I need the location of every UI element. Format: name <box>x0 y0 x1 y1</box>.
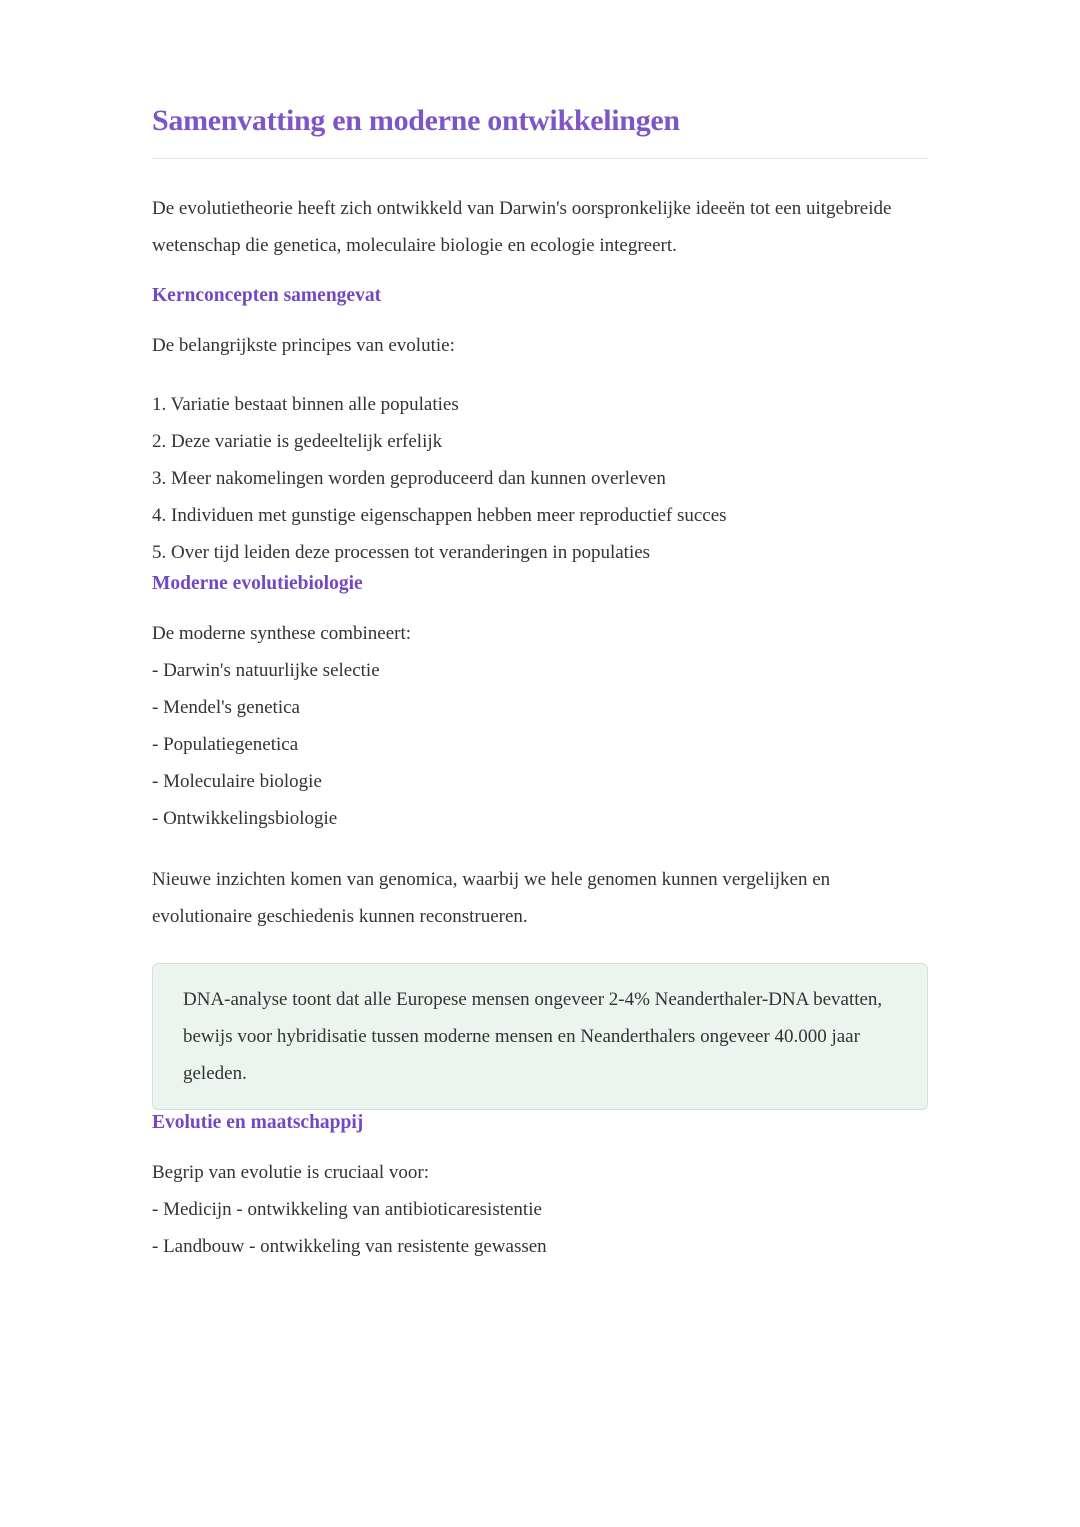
page-title: Samenvatting en moderne ontwikkelingen <box>152 104 680 137</box>
list-item: - Landbouw - ontwikkeling van resistente gewassen <box>152 1236 547 1257</box>
list-item: 4. Individuen met gunstige eigenschappen hebben meer reproductief succes <box>152 505 727 526</box>
list-item: - Darwin's natuurlijke selectie <box>152 660 380 681</box>
section-heading-moderne-evolutiebiologie: Moderne evolutiebiologie <box>152 573 363 594</box>
list-item: - Populatiegenetica <box>152 734 299 755</box>
section-lead: Begrip van evolutie is cruciaal voor: <box>152 1162 429 1183</box>
dash-list-block <box>152 615 928 837</box>
list-item: - Moleculaire biologie <box>152 771 322 792</box>
dash-list-block <box>152 1154 928 1265</box>
list-item: - Medicijn - ontwikkeling van antibioticaresistentie <box>152 1199 542 1220</box>
body-paragraph-genomica: Nieuwe inzichten komen van genomica, waarbij we hele genomen kunnen vergelijken en evolutionaire geschiedenis kunnen reconstrueren. <box>152 869 831 927</box>
callout-text: DNA-analyse toont dat alle Europese mensen ongeveer 2-4% Neanderthaler-DNA bevatten, bewijs voor hybridisatie tussen moderne mensen en Neanderthalers ongeveer 40.000 jaar geleden. <box>183 989 883 1084</box>
list-item: 2. Deze variatie is gedeeltelijk erfelijk <box>152 431 443 452</box>
section-heading-evolutie-en-maatschappij: Evolutie en maatschappij <box>152 1112 364 1133</box>
section-lead: De moderne synthese combineert: <box>152 623 412 644</box>
intro-paragraph: De evolutietheorie heeft zich ontwikkeld van Darwin's oorspronkelijke ideeën tot een uitgebreide wetenschap die genetica, moleculaire biologie en ecologie integreert. <box>152 198 892 256</box>
list-item: - Ontwikkelingsbiologie <box>152 808 338 829</box>
document-page <box>152 0 928 1265</box>
list-item: - Mendel's genetica <box>152 697 300 718</box>
title-divider <box>152 158 928 159</box>
list-item: 5. Over tijd leiden deze processen tot veranderingen in populaties <box>152 542 651 563</box>
section-lead: De belangrijkste principes van evolutie: <box>152 335 455 356</box>
section-heading-kernconcepten: Kernconcepten samengevat <box>152 285 382 306</box>
list-item: 3. Meer nakomelingen worden geproduceerd dan kunnen overleven <box>152 468 666 489</box>
numbered-list <box>152 386 928 571</box>
list-item: 1. Variatie bestaat binnen alle populaties <box>152 394 459 415</box>
callout-box <box>152 963 928 1110</box>
